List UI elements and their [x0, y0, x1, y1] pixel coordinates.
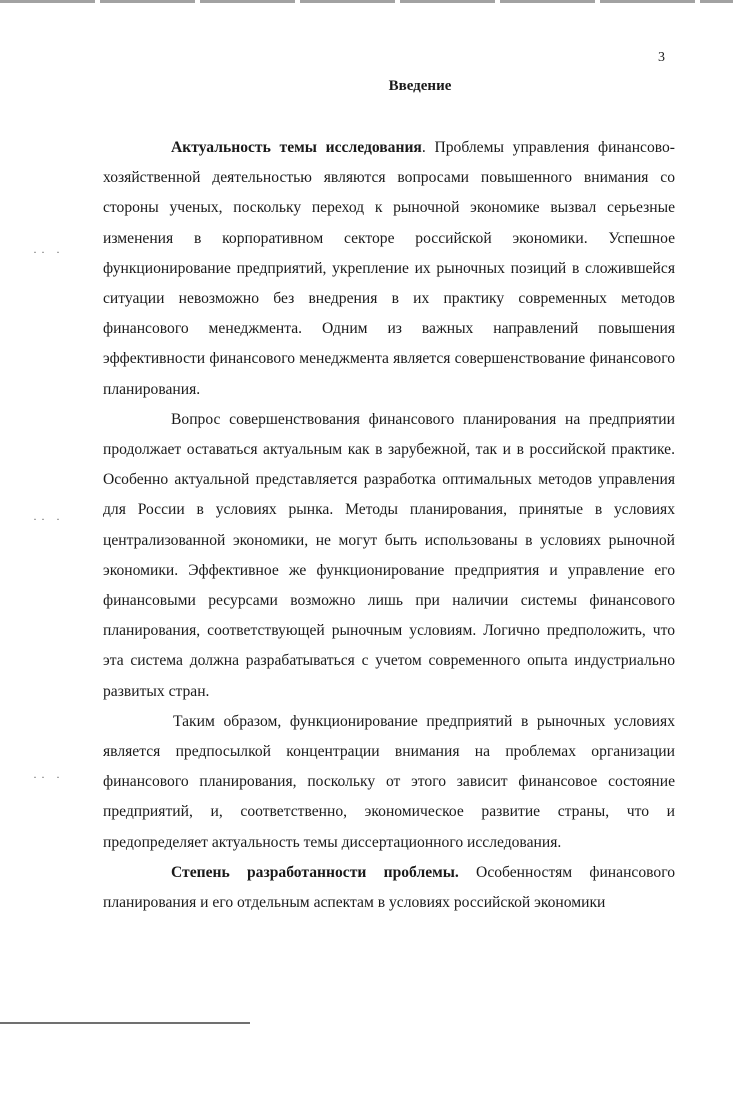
page-number: 3 — [658, 50, 665, 65]
scan-artifact: ·· · — [33, 245, 64, 259]
paragraph-text: Особенностям финансового планирования и его отдельным аспектам в условиях российской экономики — [103, 863, 675, 912]
page-title: Введение — [388, 78, 452, 94]
paragraph-lead: Степень разработанности проблемы. — [171, 863, 459, 881]
paragraph-text: Вопрос совершенствования финансового планирования на предприятии продолжает оставаться актуальным как в зарубежной, так и в российской практике. Особенно актуальной представляется разработка оптимальных методов управления для России в условиях рынка. Методы планирования, принятые в условиях централизованной экономики, не могут быть использованы в условиях рыночной экономики. Эффективное же функционирование предприятия и управление его финансовыми ресурсами возможно лишь при наличии системы финансового планирования, соответствующей рыночным условиям. Логично предположить, что эта система должна разрабатываться с учетом современного опыта индустриально развитых стран. — [103, 410, 675, 700]
scan-artifact: ·· · — [33, 770, 64, 784]
scan-artifact: ·· · — [33, 512, 64, 526]
paragraph-lead: Актуальность темы исследования — [171, 139, 422, 156]
paragraph-improvement — [103, 405, 675, 707]
paragraph-text: . Проблемы управления финансово-хозяйственной деятельностью являются вопросами повышенного внимания со стороны ученых, поскольку переход к рыночной экономике вызвал серьезные изменения в корпоративном секторе российской экономики. Успешное функционирование предприятий, укрепление их рыночных позиций в сложившейся ситуации невозможно без внедрения в их практику современных методов финансового менеджмента. Одним из важных направлений повышения эффективности финансового менеджмента является совершенствование финансового планирования. — [103, 139, 675, 398]
paragraph-relevance — [103, 133, 675, 405]
document-body — [103, 133, 675, 918]
paragraph-conclusion — [103, 707, 675, 858]
scan-bottom-edge — [0, 1022, 250, 1024]
paragraph-text: Таким образом, функционирование предприятий в рыночных условиях является предпосылкой концентрации внимания на проблемах организации финансового планирования, поскольку от этого зависит финансовое состояние предприятий, и, соответственно, экономическое развитие страны, что и предопределяет актуальность темы диссертационного исследования. — [103, 712, 675, 851]
scan-top-edge — [0, 0, 733, 3]
paragraph-development-degree — [103, 858, 675, 918]
